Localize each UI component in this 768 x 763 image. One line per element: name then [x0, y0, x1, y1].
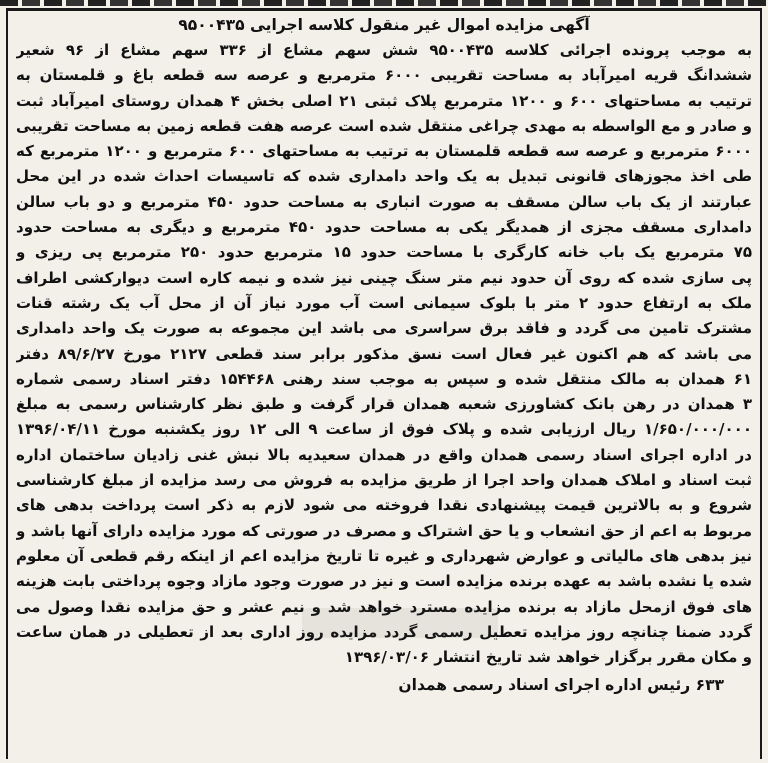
notice-title: آگهی مزایده اموال غیر منقول کلاسه اجرایی ۹۵۰۰۴۳۵ — [178, 16, 590, 34]
notice-line: پی سازی شده که روی آن حدود نیم متر سنگ چینی نیز شده و نیمه کاره است دیوارکشی اطراف — [16, 268, 752, 287]
notice-line: شده یا نشده باشد به عهده برنده مزایده است و نیز در صورت وجود مازاد وجوه پرداختی بابت هزینه — [16, 572, 752, 591]
notice-line: در اداره اجرای اسناد رسمی همدان واقع در همدان سعیدیه بالا نبش غنی زادیان ساختمان اداره — [16, 445, 752, 464]
auction-notice — [6, 8, 762, 759]
notice-line: گردد ضمنا چنانچه روز مزایده تعطیل رسمی گردد مزایده روز اداری بعد از تعطیلی در همان ساعت — [16, 622, 752, 641]
notice-line: ملک به ارتفاع حدود ۲ متر با بلوک سیمانی است آب مورد نیاز آن از محل آب یک رشته قنات — [16, 293, 752, 312]
notice-line: ترتیب به مساحتهای ۶۰۰ و ۱۲۰۰ مترمربع پلاک ثبتی ۲۱ اصلی بخش ۴ همدان روستای امیرآباد ثبت — [16, 91, 752, 110]
notice-line: و مکان مقرر برگزار خواهد شد تاریخ انتشار ۱۳۹۶/۰۳/۰۶ — [344, 648, 752, 667]
notice-line: نیز بدهی های مالیاتی و عوارض شهرداری و غیره تا تاریخ مزایده اعم از اینکه رقم قطعی آن معلوم — [16, 546, 752, 565]
notice-line: ۱/۶۵۰/۰۰۰/۰۰۰ ریال ارزیابی شده و پلاک فوق از ساعت ۹ الی ۱۲ روز یکشنبه مورخ ۱۳۹۶/۰۴/۱۱ — [16, 420, 752, 439]
notice-line: ثبت اسناد و املاک همدان واحد اجرا از طریق مزایده به فروش می رسد مزایده از مبلغ کارشناسی — [16, 471, 752, 490]
notice-line: شروع و به بالاترین قیمت پیشنهادی نقدا فروخته می شود لازم به ذکر است پرداخت بدهی های — [16, 496, 752, 515]
notice-line: ۶۰۰۰ مترمربع و عرصه سه قطعه قلمستان به ترتیب به مساحتهای ۶۰۰ مترمربع و ۱۲۰۰ مترمربع که — [16, 142, 752, 161]
notice-line: ۷۵ مترمربع یک باب خانه کارگری با مساحت حدود ۱۵ مترمربع حدود ۲۵۰ مترمربع پی ریزی و — [16, 243, 752, 262]
notice-line: های فوق ازمحل مازاد به برنده مزایده مسترد خواهد شد و نیم عشر و حق مزایده نقدا وصول می — [16, 597, 752, 616]
notice-line: طی اخذ مجوزهای قانونی تبدیل به یک واحد دامداری شده که تاسیسات احداث شده در این محل — [16, 167, 752, 186]
notice-body — [16, 38, 752, 670]
notice-line: به موجب پرونده اجرائی کلاسه ۹۵۰۰۴۳۵ شش سهم مشاع از ۳۳۶ سهم مشاع از ۹۶ شعیر — [16, 41, 752, 59]
notice-line: ۳ همدان در رهن بانک کشاورزی شعبه همدان قرار گرفت و طبق نظر کارشناس رسمی به مبلغ — [16, 395, 752, 414]
notice-line: مربوط به اعم از حق انشعاب و یا حق اشتراک و مصرف در صورتی که مورد مزایده دارای آنها باشد و — [16, 521, 752, 540]
notice-line: دامداری مسقف مجزی از همدیگر یکی به مساحت حدود ۴۵۰ مترمربع و دیگری به مساحت حدود — [16, 218, 752, 237]
notice-signature: ۶۳۳ رئیس اداره اجرای اسناد رسمی همدان — [398, 676, 724, 695]
notice-line: ششدانگ قریه امیرآباد به مساحت تقریبی ۶۰۰۰ مترمربع و عرصه سه قطعه باغ و قلمستان به — [16, 66, 752, 85]
notice-line: مشترک تامین می گردد و فاقد برق سراسری می باشد این مجموعه به صورت یک واحد دامداری — [16, 319, 752, 338]
notice-line: ۶۱ همدان به مالک منتقل شده و سپس به موجب سند رهنی ۱۵۴۴۶۸ دفتر اسناد رسمی شماره — [16, 369, 752, 388]
notice-line: عبارتند از یک باب سالن مسقف به صورت انباری به مساحت حدود ۴۵۰ مترمربع و دو باب سالن — [16, 192, 752, 211]
notice-line: می باشد که هم اکنون غیر فعال است نسق مذکور برابر سند قطعی ۲۱۲۷ مورخ ۸۹/۶/۲۷ دفتر — [16, 344, 752, 363]
notice-line: و صادر و مع الواسطه به مهدی چراغی منتقل شده است عرصه هفت قطعه زمین به مساحت تقریبی — [16, 116, 752, 135]
previous-column-edge — [0, 0, 768, 6]
